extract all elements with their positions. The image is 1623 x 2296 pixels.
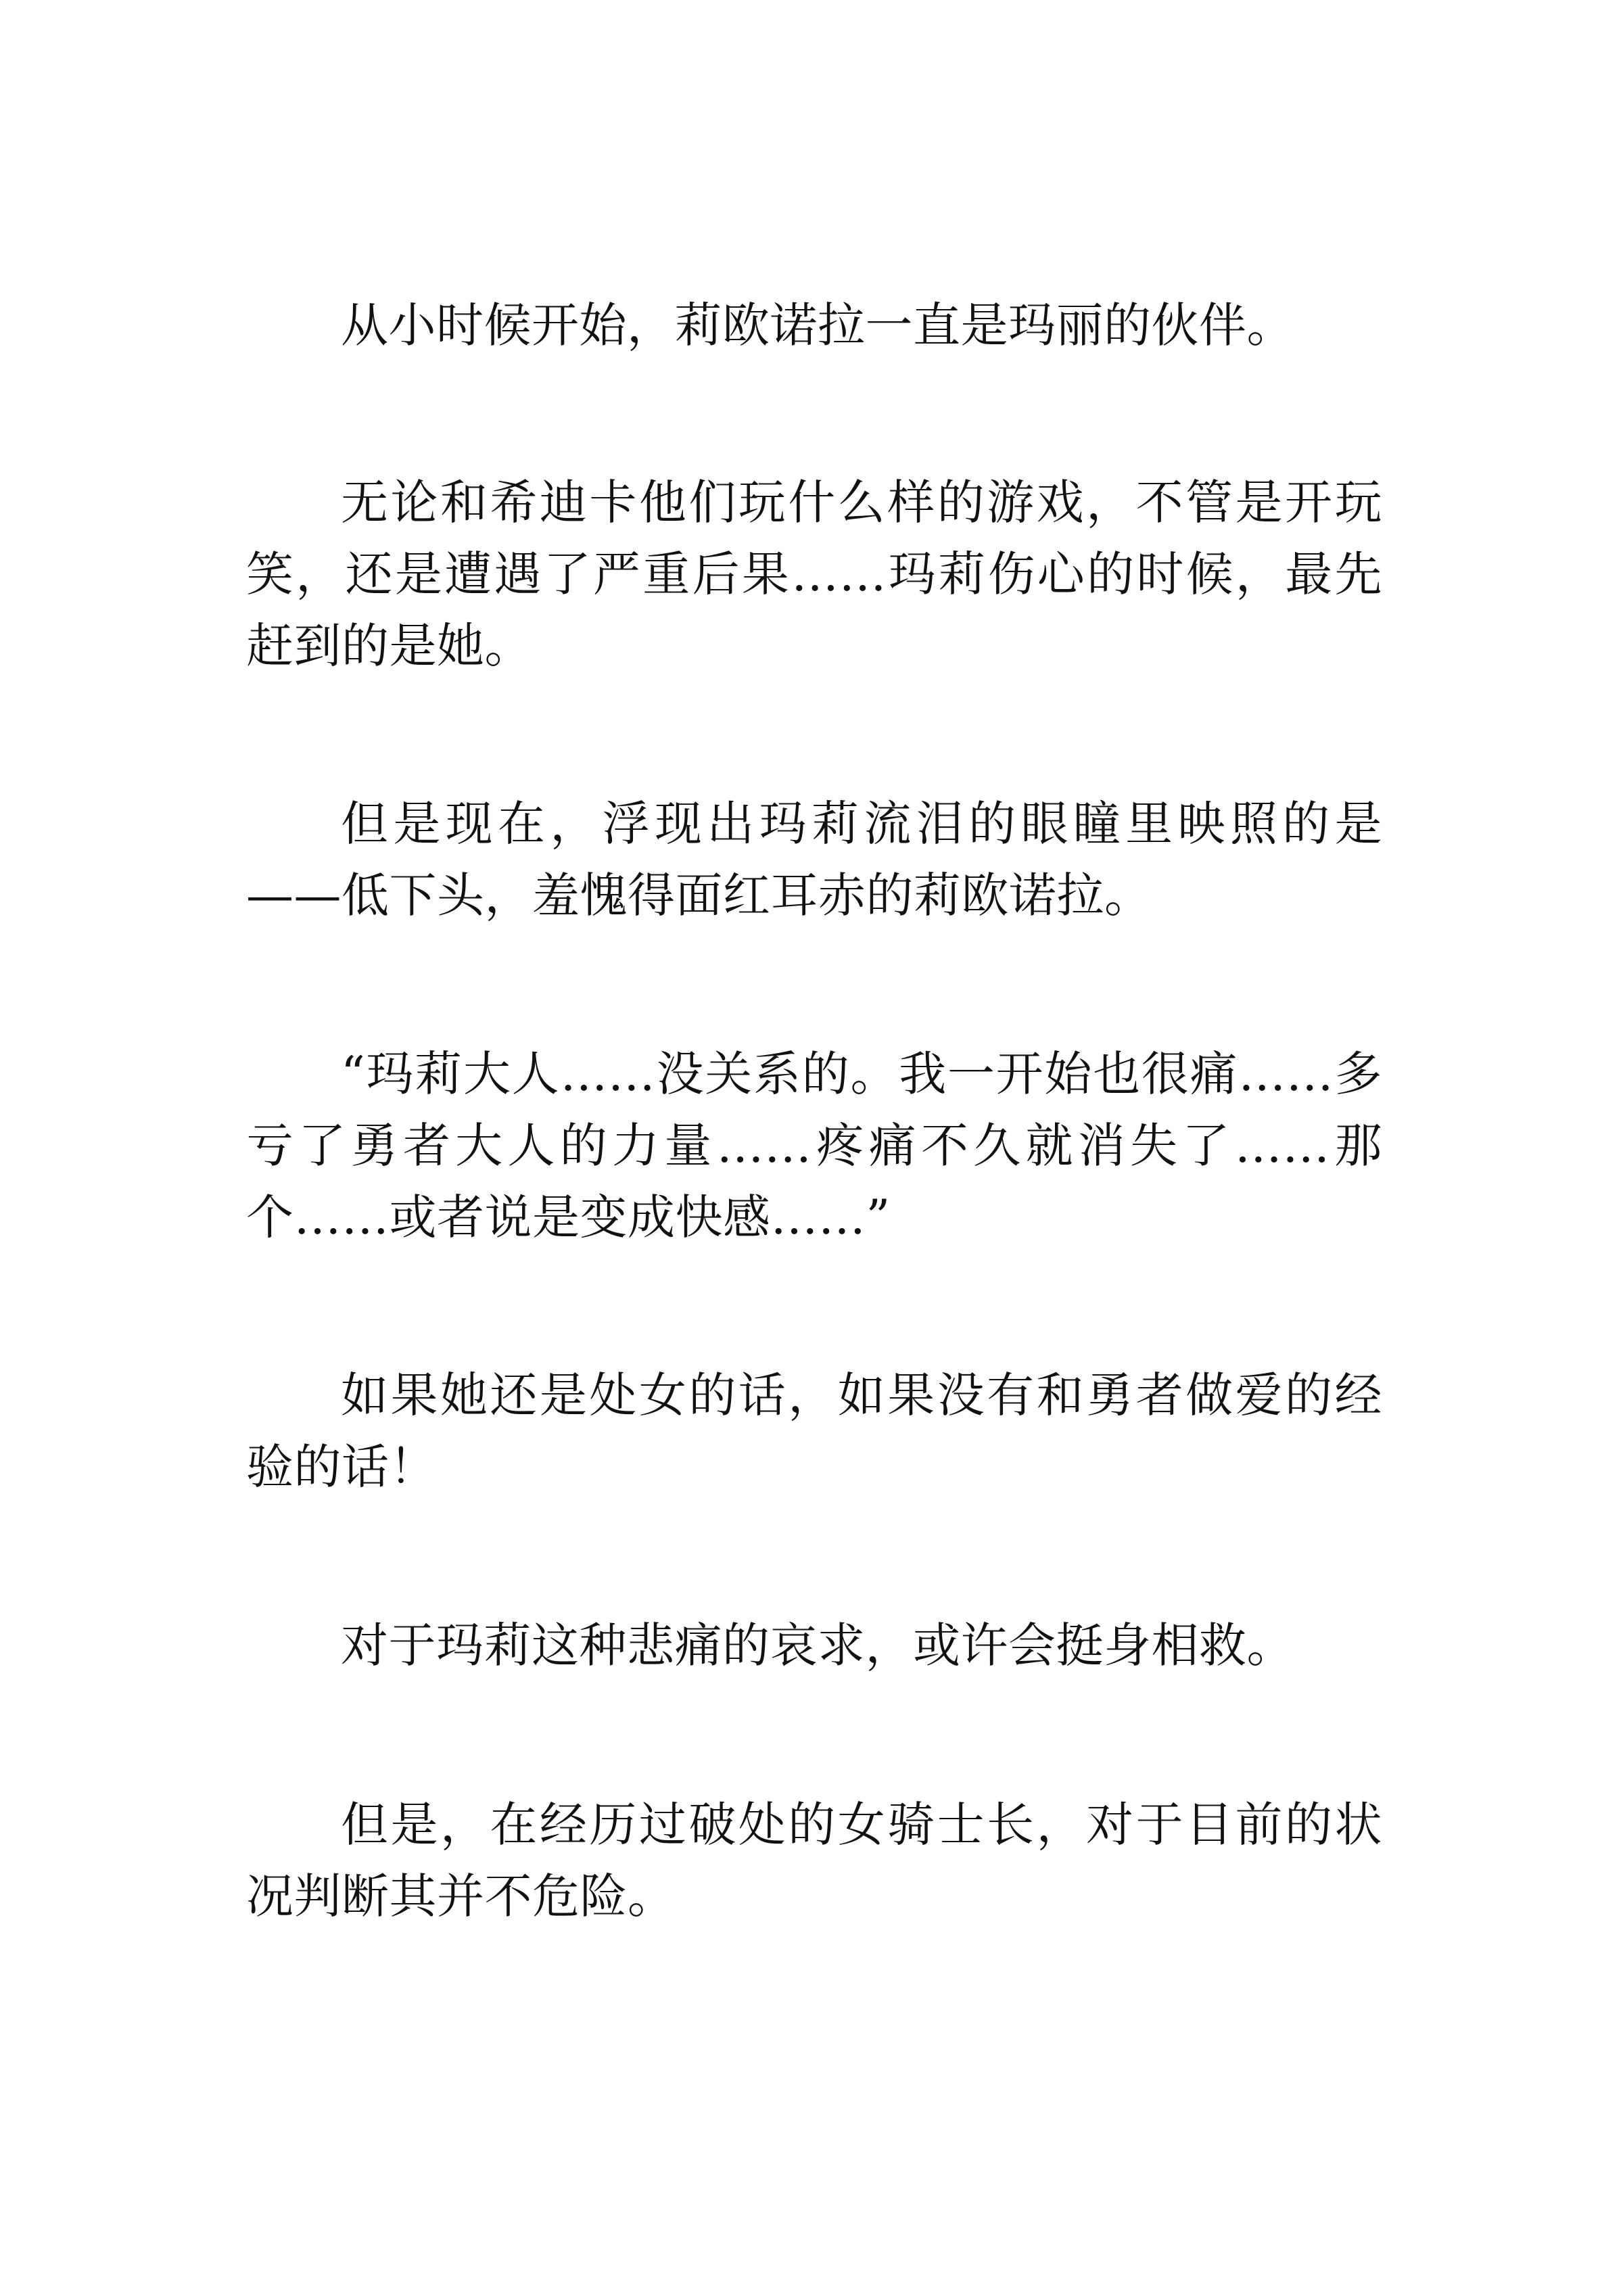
- paragraph-5: 如果她还是处女的话，如果没有和勇者做爱的经验的话！: [246, 1367, 1382, 1495]
- paragraph-7: 但是，在经历过破处的女骑士长，对于目前的状况判断其并不危险。: [246, 1797, 1382, 1924]
- paragraph-1: 从小时候开始，莉欧诺拉一直是玛丽的伙伴。: [341, 298, 1294, 353]
- paragraph-2: 无论和希迪卡他们玩什么样的游戏，不管是开玩笑，还是遭遇了严重后果……玛莉伤心的时候，最先赶到的是她。: [246, 475, 1382, 674]
- paragraph-3: 但是现在，浮现出玛莉流泪的眼瞳里映照的是——低下头，羞愧得面红耳赤的莉欧诺拉。: [246, 796, 1382, 923]
- paragraph-4: “玛莉大人……没关系的。我一开始也很痛……多亏了勇者大人的力量……疼痛不久就消失了……那个……或者说是变成快感……”: [246, 1046, 1382, 1245]
- paragraph-6: 对于玛莉这种悲痛的哀求，或许会挺身相救。: [341, 1618, 1294, 1673]
